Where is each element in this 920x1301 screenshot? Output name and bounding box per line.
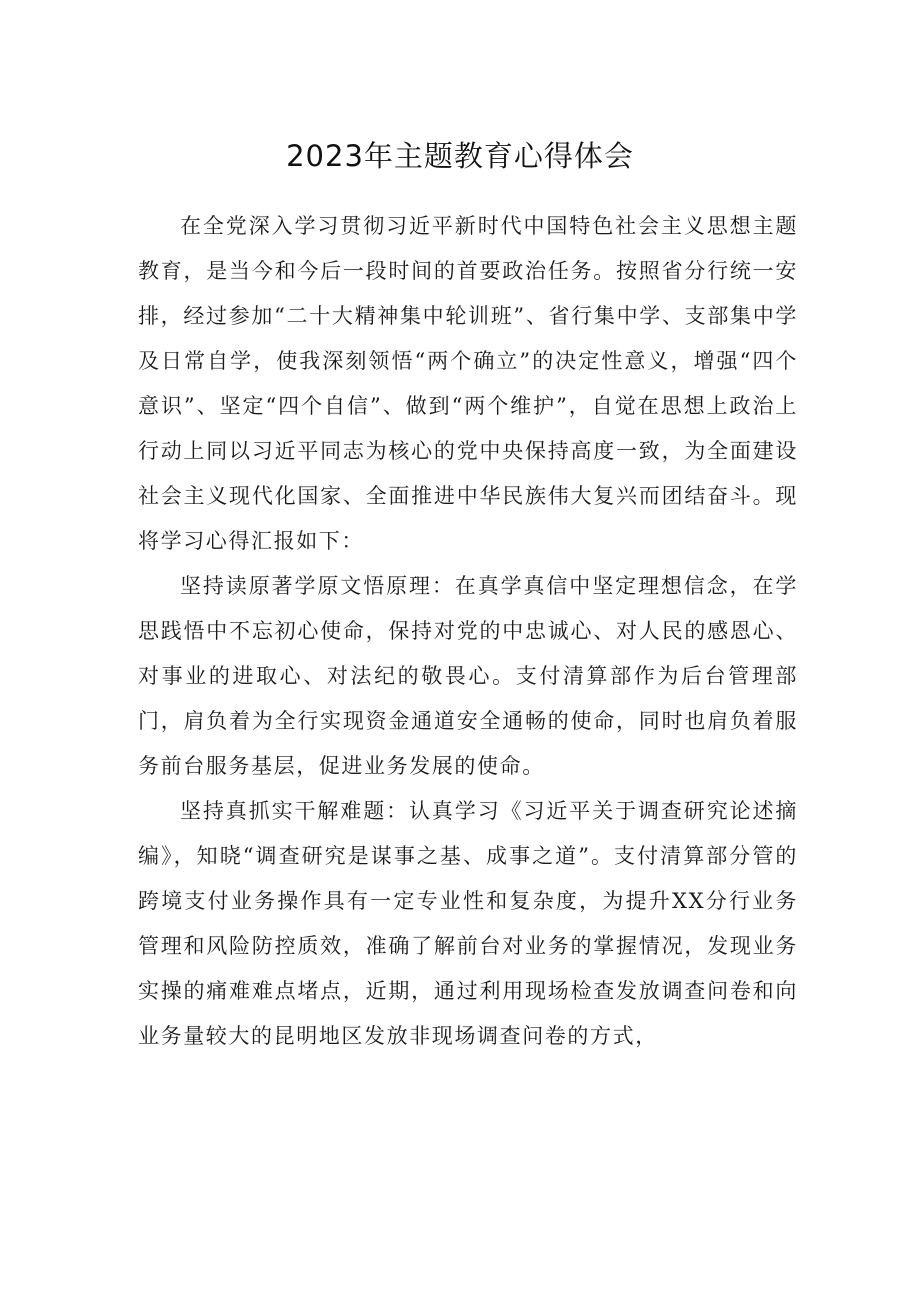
document-body bbox=[138, 204, 798, 1059]
paragraph-practical-work: 坚持真抓实干解难题：认真学习《习近平关于调查研究论述摘编》，知晓“调查研究是谋事之基、成事之道”。支付清算部分管的跨境支付业务操作具有一定专业性和复杂度，为提升XX分行业务管理和风险防控质效，准确了解前台对业务的掌握情况，发现业务实操的痛难难点堵点，近期，通过利用现场检查发放调查问卷和向业务量较大的昆明地区发放非现场调查问卷的方式， bbox=[138, 799, 798, 1048]
document-title: 2023年主题教育心得体会 bbox=[286, 139, 634, 173]
paragraph-intro: 在全党深入学习贯彻习近平新时代中国特色社会主义思想主题教育，是当今和今后一段时间的首要政治任务。按照省分行统一安排，经过参加“二十大精神集中轮训班”、省行集中学、支部集中学及日常自学，使我深刻领悟“两个确立”的决定性意义，增强“四个意识”、坚定“四个自信”、做到“两个维护”，自觉在思想上政治上行动上同以习近平同志为核心的党中央保持高度一致，为全面建设社会主义现代化国家、全面推进中华民族伟大复兴而团结奋斗。现将学习心得汇报如下： bbox=[138, 214, 798, 553]
paragraph-study-originals: 坚持读原著学原文悟原理：在真学真信中坚定理想信念，在学思践悟中不忘初心使命，保持对党的中忠诚心、对人民的感恩心、对事业的进取心、对法纪的敬畏心。支付清算部作为后台管理部门，肩负着为全行实现资金通道安全通畅的使命，同时也肩负着服务前台服务基层，促进业务发展的使命。 bbox=[138, 574, 798, 778]
